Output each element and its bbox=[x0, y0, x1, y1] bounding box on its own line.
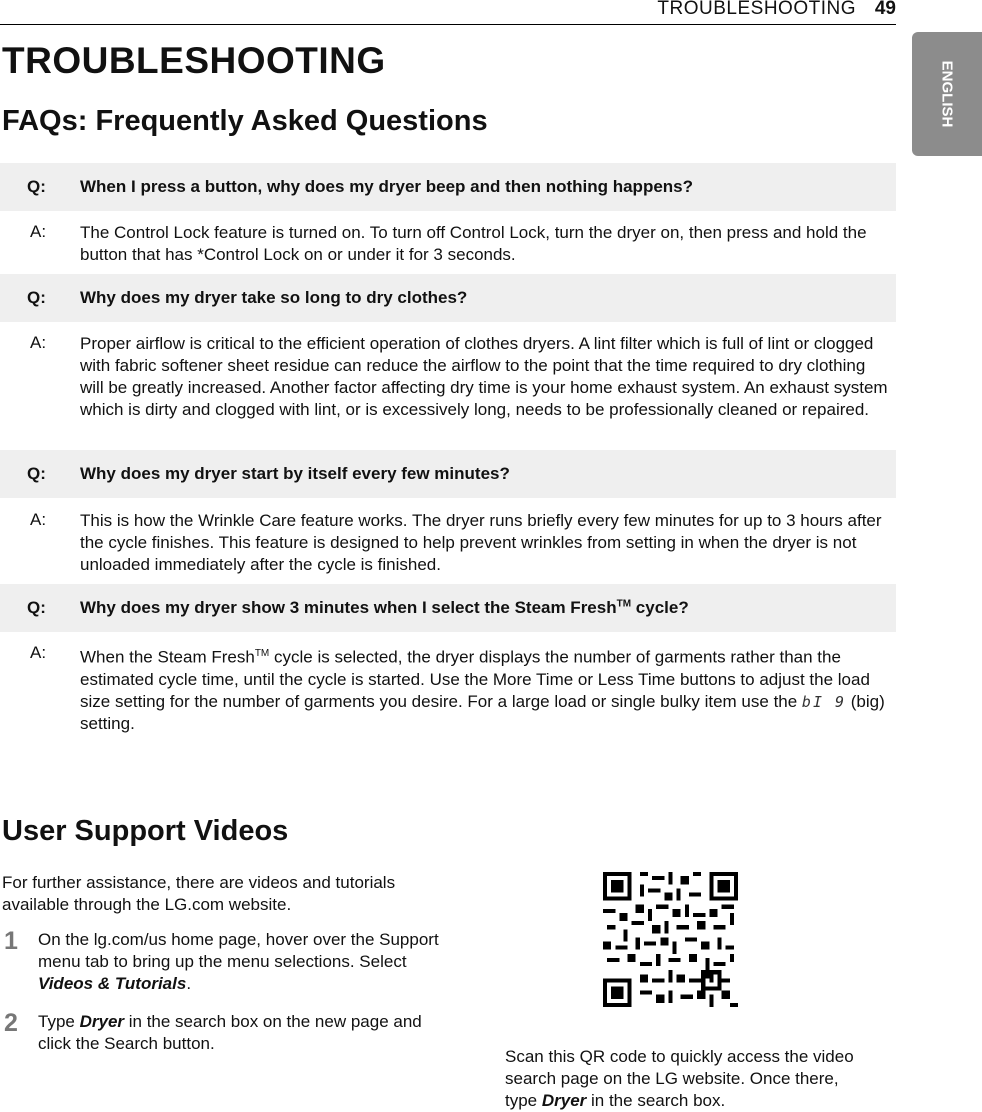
answer-text-part: When the Steam Fresh bbox=[80, 647, 255, 667]
page-header bbox=[0, 0, 896, 25]
answer-text: This is how the Wrinkle Care feature works. The dryer runs briefly every few minutes for up to 3 hours after the cycle finishes. This feature is designed to help prevent wrinkles from setting in when the dryer is not unloaded immediately after the cycle is finished. bbox=[80, 511, 882, 574]
question-text: Why does my dryer take so long to dry clothes? bbox=[80, 288, 468, 307]
question-text-part: Why does my dryer show 3 minutes when I select the Steam Fresh bbox=[80, 598, 617, 617]
display-readout-big: bI 9 bbox=[801, 692, 847, 711]
language-tab bbox=[912, 32, 982, 156]
step-text bbox=[38, 929, 458, 995]
faq-question-row bbox=[0, 163, 896, 211]
question-label: Q: bbox=[27, 598, 46, 617]
faq-question-row bbox=[0, 450, 896, 498]
page-title: TROUBLESHOOTING bbox=[2, 40, 386, 81]
answer-label: A: bbox=[30, 510, 47, 529]
step-text-part: . bbox=[186, 974, 192, 993]
answer-text: The Control Lock feature is turned on. To turn off Control Lock, turn the dryer on, then press and hold the button that has *Control Lock on or under it for 3 seconds. bbox=[80, 223, 867, 264]
page-number: 49 bbox=[874, 0, 896, 19]
answer-label: A: bbox=[30, 643, 47, 662]
step-text-part: in the search box on the new page and click the Search button. bbox=[38, 1012, 422, 1053]
header-section-title: TROUBLESHOOTING bbox=[657, 0, 856, 19]
trademark-symbol: TM bbox=[616, 598, 632, 610]
step-number: 1 bbox=[4, 927, 18, 955]
qr-code-image bbox=[603, 872, 738, 1007]
qr-caption-part: in the search box. bbox=[586, 1091, 726, 1110]
trademark-symbol: TM bbox=[254, 648, 270, 659]
qr-caption-part: Scan this QR code to quickly access the video search page on the LG website. Once there, type bbox=[505, 1047, 854, 1110]
question-label: Q: bbox=[27, 288, 46, 307]
faq-question-row bbox=[0, 274, 896, 322]
answer-label: A: bbox=[30, 222, 47, 241]
answer-label: A: bbox=[30, 333, 47, 352]
step-number: 2 bbox=[4, 1009, 18, 1037]
question-label: Q: bbox=[27, 177, 46, 196]
qr-caption bbox=[505, 1046, 865, 1112]
answer-text-part: (big) setting. bbox=[80, 691, 885, 733]
question-text bbox=[80, 598, 689, 618]
step-text bbox=[38, 1011, 458, 1055]
faq-heading: FAQs: Frequently Asked Questions bbox=[2, 105, 488, 137]
answer-text: Proper airflow is critical to the efficient operation of clothes dryers. A lint filter which is full of lint or clogged with fabric softener sheet residue can reduce the airflow to the point that the time required to dry clothing will be greatly increased. Another factor affecting dry time is your home exhaust system. An exhaust system which is dirty and clogged with lint, or is excessively long, needs to be professionally cleaned or repaired. bbox=[80, 334, 888, 419]
question-text-part: cycle? bbox=[631, 598, 689, 617]
step-text-part: Type bbox=[38, 1012, 80, 1031]
step-emphasis: Videos & Tutorials bbox=[38, 974, 187, 993]
question-text: When I press a button, why does my dryer beep and then nothing happens? bbox=[80, 177, 694, 196]
support-intro: For further assistance, there are videos and tutorials available through the LG.com website. bbox=[2, 873, 396, 914]
question-label: Q: bbox=[27, 464, 46, 483]
step-text-part: On the lg.com/us home page, hover over the Support menu tab to bring up the menu selections. Select bbox=[38, 930, 439, 971]
faq-question-row bbox=[0, 584, 896, 632]
question-text: Why does my dryer start by itself every few minutes? bbox=[80, 464, 510, 483]
answer-text-part: cycle is selected, the dryer displays the number of garments rather than the estimated cycle time, until the cycle is started. Use the More Time or Less Time buttons to adjust the load size setting for the number of garments you desire. For a large load or single bulky item use the bbox=[80, 647, 870, 711]
answer-text bbox=[80, 643, 892, 735]
language-tab-label: ENGLISH bbox=[938, 60, 956, 128]
step-emphasis: Dryer bbox=[79, 1012, 125, 1031]
support-heading: User Support Videos bbox=[2, 815, 289, 847]
qr-caption-emphasis: Dryer bbox=[541, 1091, 587, 1110]
